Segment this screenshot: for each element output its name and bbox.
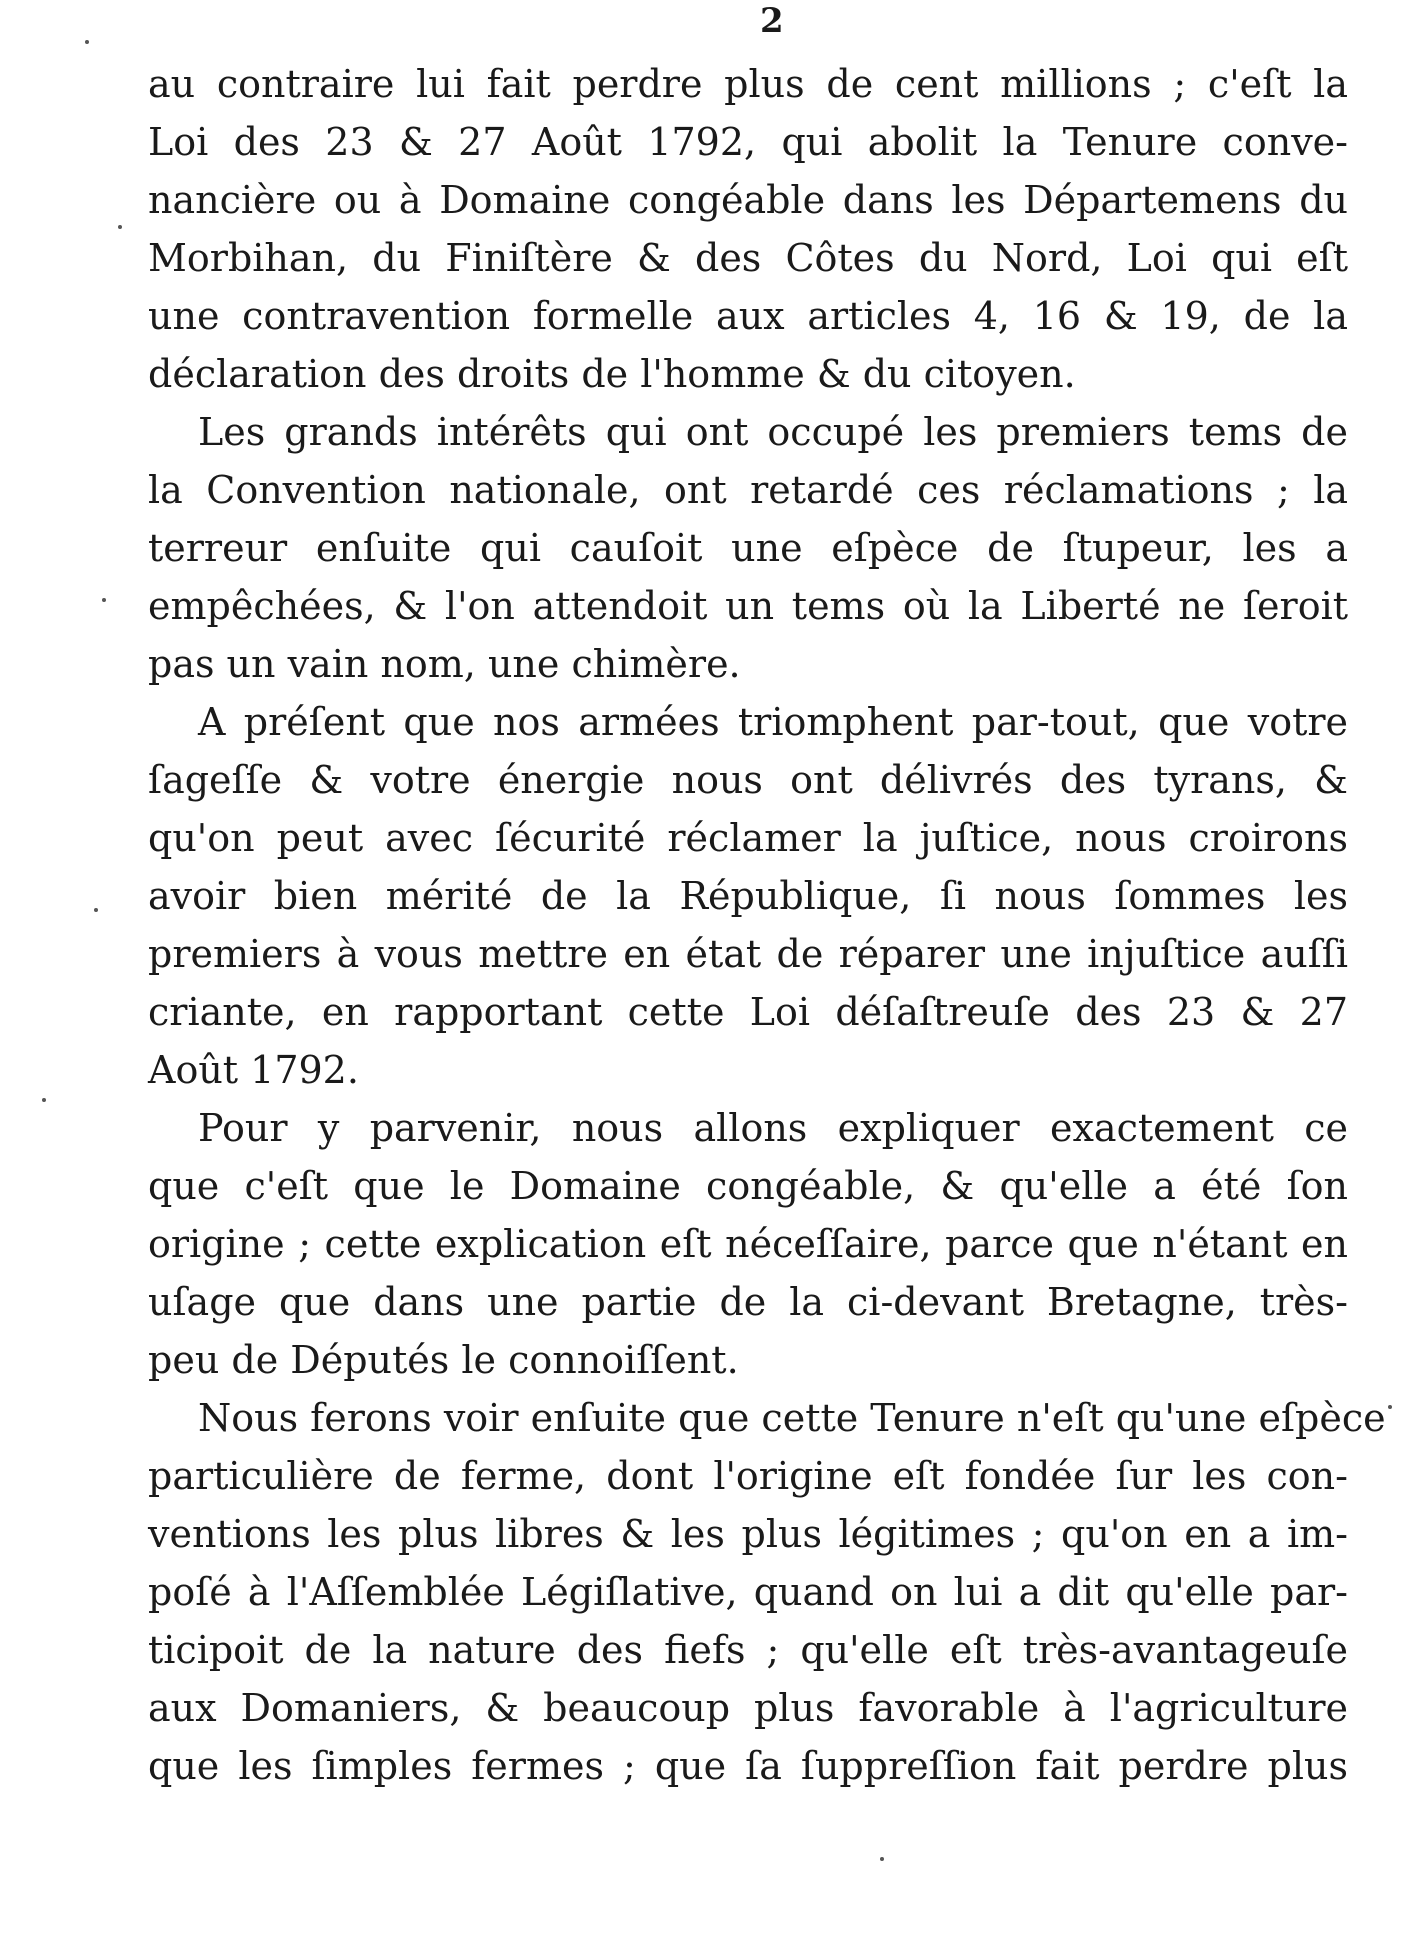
text-line: Nous ferons voir enſuite que cette Tenure n'eſt qu'une eſpèce <box>198 1396 1386 1440</box>
text-line: origine ; cette explication eſt néceſſaire, parce que n'étant en <box>148 1222 1348 1266</box>
text-line: Loi des 23 & 27 Août 1792, qui abolit la Tenure conve- <box>148 120 1348 164</box>
text-line: Août 1792. <box>148 1048 359 1092</box>
text-line: A préſent que nos armées triomphent par-tout, que votre <box>198 700 1348 744</box>
text-line: nancière ou à Domaine congéable dans les Départemens du <box>148 178 1348 222</box>
paragraph-3 <box>148 693 1348 1099</box>
text-line: ticipoit de la nature des fiefs ; qu'elle eſt très-avantageuſe <box>148 1628 1348 1672</box>
scan-speck <box>102 598 106 602</box>
text-line: Pour y parvenir, nous allons expliquer exactement ce <box>198 1106 1348 1150</box>
text-line: qu'on peut avec ſécurité réclamer la juſtice, nous croirons <box>148 816 1348 860</box>
scan-speck <box>880 1857 884 1861</box>
paragraph-4 <box>148 1099 1348 1389</box>
paragraph-5 <box>148 1389 1386 1795</box>
text-line: que c'eſt que le Domaine congéable, & qu'elle a été ſon <box>148 1164 1348 1208</box>
text-line: criante, en rapportant cette Loi déſaſtreuſe des 23 & 27 <box>148 990 1348 1034</box>
text-line: empêchées, & l'on attendoit un tems où la Liberté ne ſeroit <box>148 584 1348 628</box>
scan-speck <box>94 908 98 912</box>
text-line: Les grands intérêts qui ont occupé les premiers tems de <box>198 410 1348 454</box>
scan-speck <box>1388 1405 1392 1409</box>
text-line: peu de Députés le connoiſſent. <box>148 1338 739 1382</box>
text-line: avoir bien mérité de la République, ſi nous ſommes les <box>148 874 1348 918</box>
text-line: ventions les plus libres & les plus légitimes ; qu'on en a im- <box>148 1512 1348 1556</box>
scan-speck <box>42 1098 46 1102</box>
text-line: au contraire lui fait perdre plus de cent millions ; c'eſt la <box>148 62 1348 106</box>
text-line: poſé à l'Aſſemblée Légiſlative, quand on lui a dit qu'elle par- <box>148 1570 1348 1614</box>
text-line: une contravention formelle aux articles 4, 16 & 19, de la <box>148 294 1348 338</box>
text-line: pas un vain nom, une chimère. <box>148 642 741 686</box>
page-number: 2 <box>760 1 784 41</box>
text-line: ſageſſe & votre énergie nous ont délivrés des tyrans, & <box>148 758 1348 802</box>
paragraph-2 <box>148 403 1348 693</box>
body-text <box>148 55 1386 1795</box>
text-line: que les ſimples fermes ; que ſa ſuppreſſion fait perdre plus <box>148 1744 1348 1788</box>
scan-speck <box>118 225 122 229</box>
text-line: la Convention nationale, ont retardé ces réclamations ; la <box>148 468 1348 512</box>
text-line: particulière de ferme, dont l'origine eſt fondée ſur les con- <box>148 1454 1348 1498</box>
paragraph-1 <box>148 55 1348 403</box>
text-line: Morbihan, du Finiſtère & des Côtes du Nord, Loi qui eſt <box>148 236 1348 280</box>
scan-speck <box>85 40 89 44</box>
text-line: terreur enſuite qui cauſoit une eſpèce de ſtupeur, les a <box>148 526 1348 570</box>
text-line: uſage que dans une partie de la ci-devant Bretagne, très- <box>148 1280 1348 1324</box>
text-line: déclaration des droits de l'homme & du citoyen. <box>148 352 1076 396</box>
text-line: aux Domaniers, & beaucoup plus favorable à l'agriculture <box>148 1686 1348 1730</box>
text-line: premiers à vous mettre en état de réparer une injuſtice auſſi <box>148 932 1348 976</box>
